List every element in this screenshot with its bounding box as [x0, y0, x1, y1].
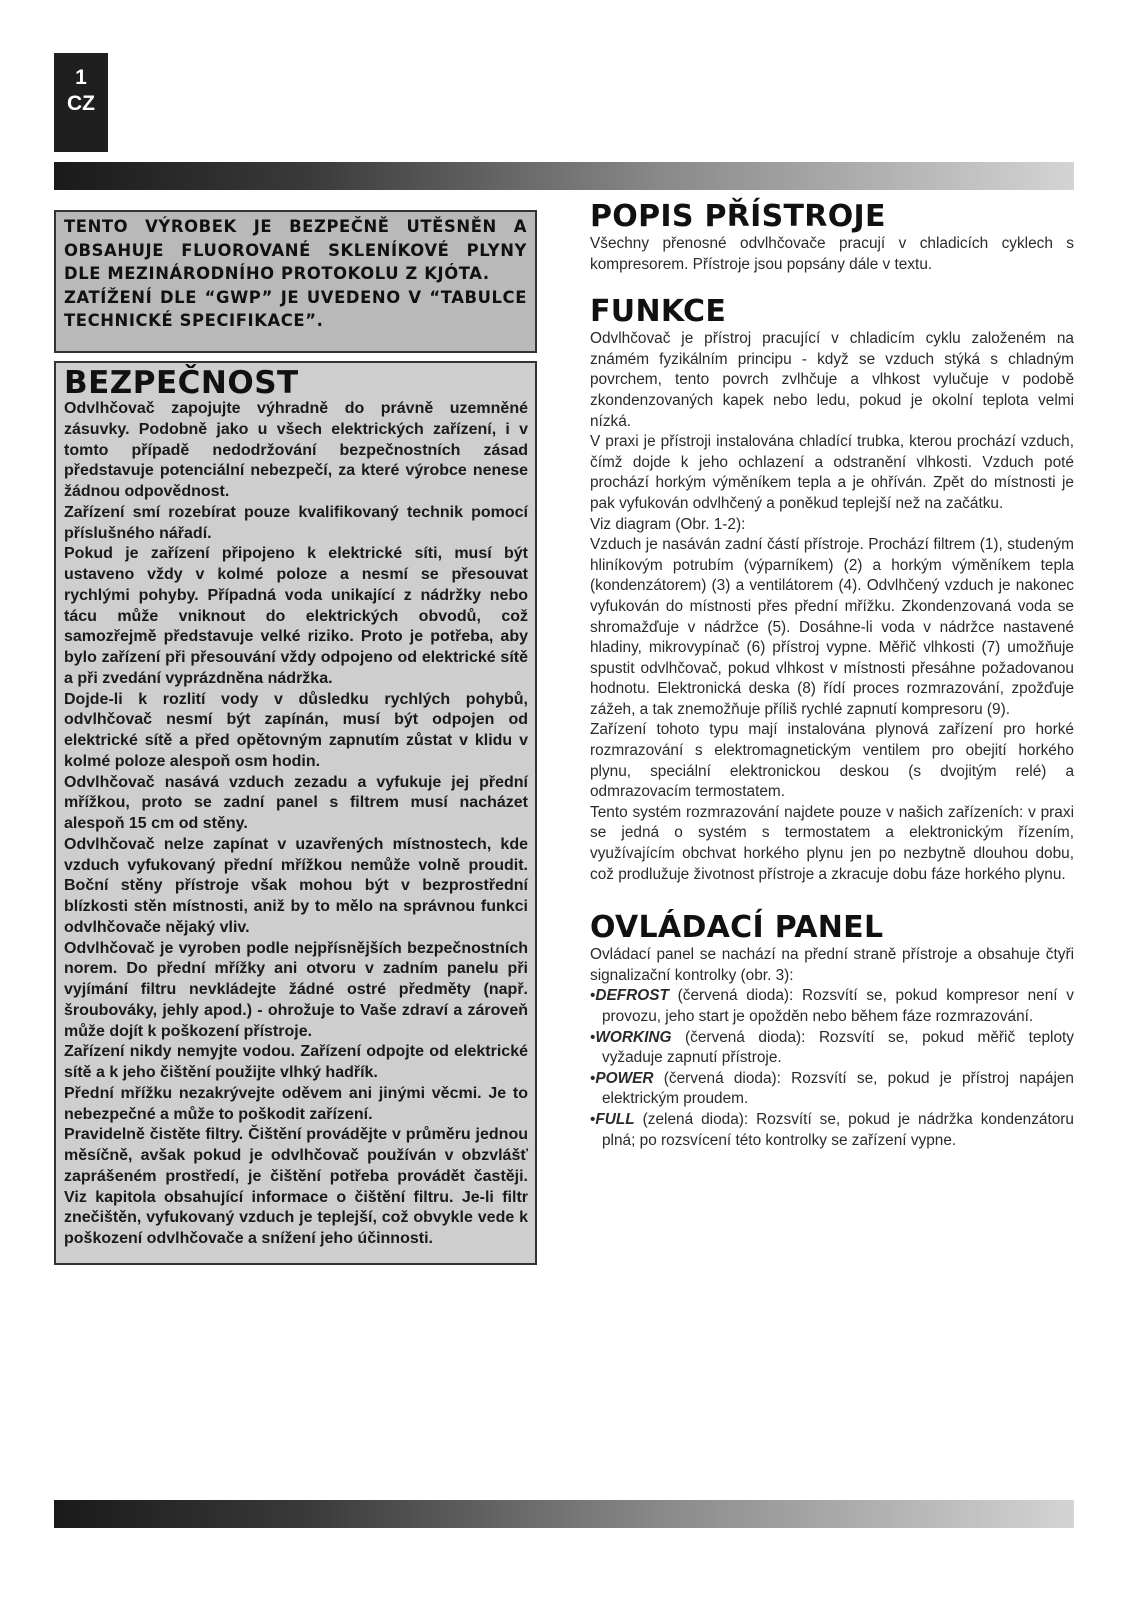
panel-text	[590, 945, 1074, 1151]
description-paragraph: Všechny přenosné odvlhčovače pracují v chladicích cyklech s kompresorem. Přístroje jsou popsány dále v textu.	[590, 235, 1074, 273]
description-title: POPIS PŘÍSTROJE	[590, 199, 886, 234]
function-paragraph: Zařízení tohoto typu mají instalována plynová zařízení pro horké rozmrazování s elektromagnetickým ventilem pro obejití horkého plynu, speciální elektronickou deskou (s dvojitým relé) a odmrazovacím termostatem.	[590, 721, 1074, 801]
indicator-name: POWER	[595, 1069, 654, 1087]
indicator-description: (červená dioda): Rozsvítí se, pokud měřič teploty vyžaduje zapnutí přístroje.	[602, 1028, 1074, 1067]
safety-box	[54, 361, 537, 1265]
language-code: CZ	[67, 92, 95, 115]
indicator-name: DEFROST	[595, 987, 669, 1005]
right-column	[590, 200, 1074, 1151]
page-number-tab	[54, 53, 108, 152]
function-paragraph: Vzduch je nasáván zadní částí přístroje. Prochází filtrem (1), studeným hliníkovým potrubím (výparníkem) (2) a horkým výměníkem tepla (kondenzátorem) (3) a ventilátorem (4). Odvlhčený vzduch je nakonec vyfukován do místnosti přes přední mřížku. Zkondenzovaná voda se shromažďuje v nádržce (5). Dosáhne-li voda v nádržce nastavené hladiny, mikrovypínač (6) přístroj vypne. Měřič vlhkosti (7) umožňuje spustit odvlhčovač, pokud vlhkost v místnosti přesáhne požadovanou hodnotu. Elektronická deska (8) řídí proces rozmrazování, zpožďuje zážeh, a tak znemožňuje příliš rychlé zapnutí kompresoru (9).	[590, 536, 1074, 718]
function-paragraph: V praxi je přístroji instalována chladící trubka, kterou prochází vzduch, čímž dojde k jeho ochlazení a odstranění vlhkosti. Vzduch poté prochází horkým výměníkem tepla a je ohříván. Zpět do místnosti je pak vyfukován odvlhčený a poněkud teplejší než na začátku.	[590, 433, 1074, 512]
indicator-description: (červená dioda): Rozsvítí se, pokud je přístroj napájen elektrickým proudem.	[602, 1069, 1074, 1108]
warning-line-1: TENTO VÝROBEK JE BEZPEČNĚ UTĚSNĚN A OBSAHUJE FLUOROVANÉ SKLENÍKOVÉ PLYNY DLE MEZINÁRODNÍHO PROTOKOLU Z KJÓTA.	[64, 217, 527, 283]
panel-intro: Ovládací panel se nachází na přední straně přístroje a obsahuje čtyři signalizační kontrolky (obr. 3):	[590, 946, 1074, 984]
safety-paragraph: Pravidelně čistěte filtry. Čištění provádějte v průměru jednou měsíčně, avšak pokud je odvlhčovač používán v obzvlášť zaprášeném prostředí, je čištění potřeba provádět častěji. Viz kapitola obsahující informace o čištění filtru. Je-li filtr znečištěn, vyfukovaný vzduch je teplejší, což obvykle vede k poškození odvlhčovače a snížení jeho účinnosti.	[64, 1126, 528, 1247]
indicator-name: WORKING	[595, 1028, 672, 1046]
safety-paragraph: Odvlhčovač zapojujte výhradně do právně uzemněné zásuvky. Podobně jako u všech elektrických zařízení, i v tomto případě nedodržování bezpečnostních zásad představuje potenciální nebezpečí, za které výrobce nenese žádnou odpovědnost.	[64, 400, 528, 500]
indicator-name: FULL	[595, 1110, 635, 1128]
safety-paragraph: Pokud je zařízení připojeno k elektrické síti, musí být ustaveno vždy v kolmé poloze a nesmí se přesouvat rychlými pohyby. Případná voda unikající z nádržky nebo tácu může vniknout do elektrických obvodů, což samozřejmě představuje velké riziko. Proto je potřeba, aby bylo zařízení při přesouvání vždy odpojeno od elektrické sítě a při zvedání vyprázdněna nádržka.	[64, 545, 528, 687]
indicator-description: (zelená dioda): Rozsvítí se, pokud je nádržka kondenzátoru plná; po rozsvícení této kontrolky se zařízení vypne.	[602, 1110, 1074, 1149]
indicator-item-power: •POWER (červená dioda): Rozsvítí se, pokud je přístroj napájen elektrickým proudem.	[590, 1069, 1074, 1108]
safety-paragraph: Zařízení smí rozebírat pouze kvalifikovaný technik pomocí příslušného nářadí.	[64, 503, 528, 542]
safety-paragraph: Dojde-li k rozlití vody v důsledku rychlých pohybů, odvlhčovač nesmí být zapínán, musí být odpojen od elektrické sítě a před opětovným zapnutím zůstat v klidu v kolmé poloze alespoň osm hodin.	[64, 690, 528, 770]
function-paragraph: Tento systém rozmrazování najdete pouze v našich zařízeních: v praxi se jedná o systém s termostatem a elektronickým řízením, využívajícím obchvat horkého plynu jen po nezbytně dlouhou dobu, což prodlužuje životnost přístroje a zkracuje dobu fáze horkého plynu.	[590, 803, 1074, 883]
safety-paragraph: Odvlhčovač nasává vzduch zezadu a vyfukuje jej přední mřížkou, proto se zadní panel s filtrem musí nacházet alespoň 15 cm od stěny.	[64, 773, 528, 832]
page-number: 1	[75, 66, 87, 89]
function-paragraph: Odvlhčovač je přístroj pracující v chladicím cyklu založeném na známém fyzikálním principu - když se vzduch stýká s chladným povrchem, tento povrch zvlhčuje a vlhkost vylučuje v podobě zkondenzovaných kapek nebo ledu, pokud je okolní teplota velmi nízká.	[590, 330, 1074, 430]
indicator-item-defrost: •DEFROST (červená dioda): Rozsvítí se, pokud kompresor není v provozu, jeho start je opožděn nebo během fáze rozmrazování.	[590, 987, 1074, 1025]
safety-paragraph: Zařízení nikdy nemyjte vodou. Zařízení odpojte od elektrické sítě a k jeho čištění použijte vlhký hadřík.	[64, 1043, 528, 1081]
indicator-item-working: •WORKING (červená dioda): Rozsvítí se, pokud měřič teploty vyžaduje zapnutí přístroje.	[590, 1028, 1074, 1067]
footer-gradient-bar	[54, 1500, 1074, 1528]
function-text	[590, 329, 1074, 885]
warning-box	[54, 210, 537, 353]
indicator-item-full: •FULL (zelená dioda): Rozsvítí se, pokud je nádržka kondenzátoru plná; po rozsvícení této kontrolky se zařízení vypne.	[590, 1110, 1074, 1149]
safety-title: BEZPEČNOST	[64, 365, 299, 401]
safety-paragraph: Odvlhčovač nelze zapínat v uzavřených místnostech, kde vzduch vyfukovaný přední mřížkou nemůže volně proudit. Boční stěny přístroje však mohou být v bezprostřední blízkosti stěn místnosti, aniž by to mělo na správnou funkci odvlhčovače nějaký vliv.	[64, 835, 528, 936]
function-title: FUNKCE	[590, 294, 727, 330]
description-text	[590, 234, 1074, 275]
safety-text	[64, 399, 528, 1250]
function-paragraph: Viz diagram (Obr. 1-2):	[590, 515, 746, 533]
safety-paragraph: Odvlhčovač je vyroben podle nejpřísnějších bezpečnostních norem. Do přední mřížky ani otvoru v zadním panelu při vyjímání filtru nevkládejte žádné ostré předměty (např. šroubováky, jehly apod.) - ohrožuje to Vaše zdraví a zároveň může dojít k poškození přístroje.	[64, 939, 528, 1040]
warning-line-2: ZATÍŽENÍ DLE “GWP” JE UVEDENO V “TABULCE TECHNICKÉ SPECIFIKACE”.	[64, 287, 527, 330]
safety-paragraph: Přední mřížku nezakrývejte oděvem ani jinými věcmi. Je to nebezpečné a může to poškodit zařízení.	[64, 1084, 528, 1123]
header-gradient-bar	[54, 162, 1074, 190]
indicator-description: (červená dioda): Rozsvítí se, pokud kompresor není v provozu, jeho start je opožděn nebo během fáze rozmrazování.	[602, 987, 1074, 1025]
panel-title: OVLÁDACÍ PANEL	[590, 910, 884, 946]
